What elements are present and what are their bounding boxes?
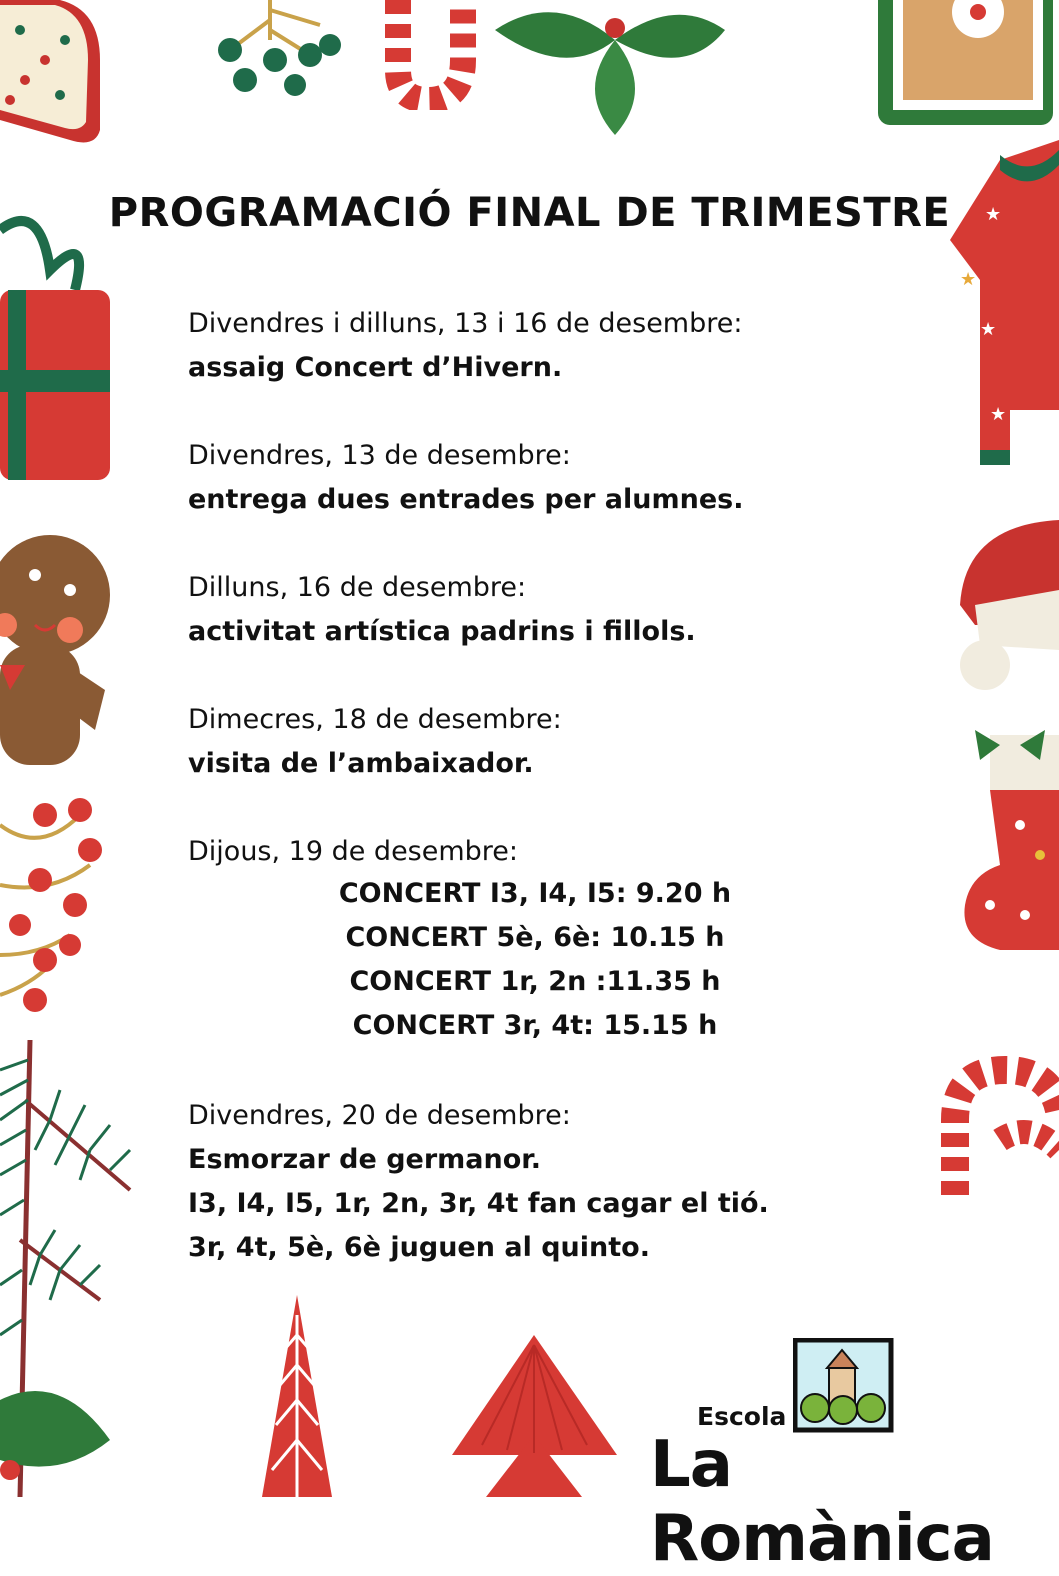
holly-icon — [475, 0, 745, 140]
gingerbread-icon — [0, 530, 115, 770]
school-logo-icon — [793, 1338, 895, 1438]
pine-branch-icon — [0, 1040, 150, 1497]
candy-cane-icon — [930, 1050, 1059, 1195]
stocking-icon — [960, 715, 1059, 955]
svg-text:★: ★ — [985, 204, 1002, 225]
event-activity: Esmorzar de germanor. — [188, 1144, 542, 1175]
event-1 — [188, 302, 888, 390]
concert-item: CONCERT 1r, 2n :11.35 h — [349, 966, 721, 997]
event-activity: I3, I4, I5, 1r, 2n, 3r, 4t fan cagar el tió. — [188, 1188, 769, 1219]
event-3 — [188, 566, 888, 654]
concert-item: CONCERT 5è, 6è: 10.15 h — [345, 922, 725, 953]
event-activity: activitat artística padrins i fillols. — [188, 616, 696, 647]
concert-item: CONCERT 3r, 4t: 15.15 h — [352, 1010, 718, 1041]
berry-branch-icon — [0, 795, 110, 1025]
candy-cane-icon — [378, 0, 488, 110]
event-date: Divendres, 20 de desembre: — [188, 1100, 571, 1131]
santa-hat-icon — [955, 515, 1059, 695]
event-5 — [188, 830, 888, 874]
event-activity: visita de l’ambaixador. — [188, 748, 534, 779]
event-activity: assaig Concert d’Hivern. — [188, 352, 563, 383]
gift-icon — [0, 210, 115, 485]
event-date: Dimecres, 18 de desembre: — [188, 704, 562, 735]
svg-text:★: ★ — [960, 269, 977, 290]
event-2 — [188, 434, 888, 522]
event-6 — [188, 1094, 888, 1270]
event-date: Dijous, 19 de desembre: — [188, 836, 519, 867]
svg-text:★: ★ — [980, 319, 997, 340]
event-4 — [188, 698, 888, 786]
event-date: Divendres i dilluns, 13 i 16 de desembre: — [188, 308, 743, 339]
logo-escola: Escola — [697, 1402, 787, 1431]
tree-icon — [262, 1295, 332, 1497]
logo-la-romanica: La Romànica — [650, 1428, 994, 1576]
event-date: Dilluns, 16 de desembre: — [188, 572, 527, 603]
concert-item: CONCERT I3, I4, I5: 9.20 h — [338, 878, 732, 909]
biscuit-icon — [868, 0, 1059, 135]
event-activity: 3r, 4t, 5è, 6è juguen al quinto. — [188, 1232, 650, 1263]
concert-list — [188, 872, 882, 1048]
event-activity: entrega dues entrades per alumnes. — [188, 484, 744, 515]
berry-branch-icon — [200, 0, 350, 110]
event-date: Divendres, 13 de desembre: — [188, 440, 571, 471]
cookie-icon — [0, 0, 110, 150]
page-title: PROGRAMACIÓ FINAL DE TRIMESTRE — [108, 190, 951, 236]
tree-icon — [452, 1335, 617, 1497]
svg-text:★: ★ — [990, 404, 1007, 425]
